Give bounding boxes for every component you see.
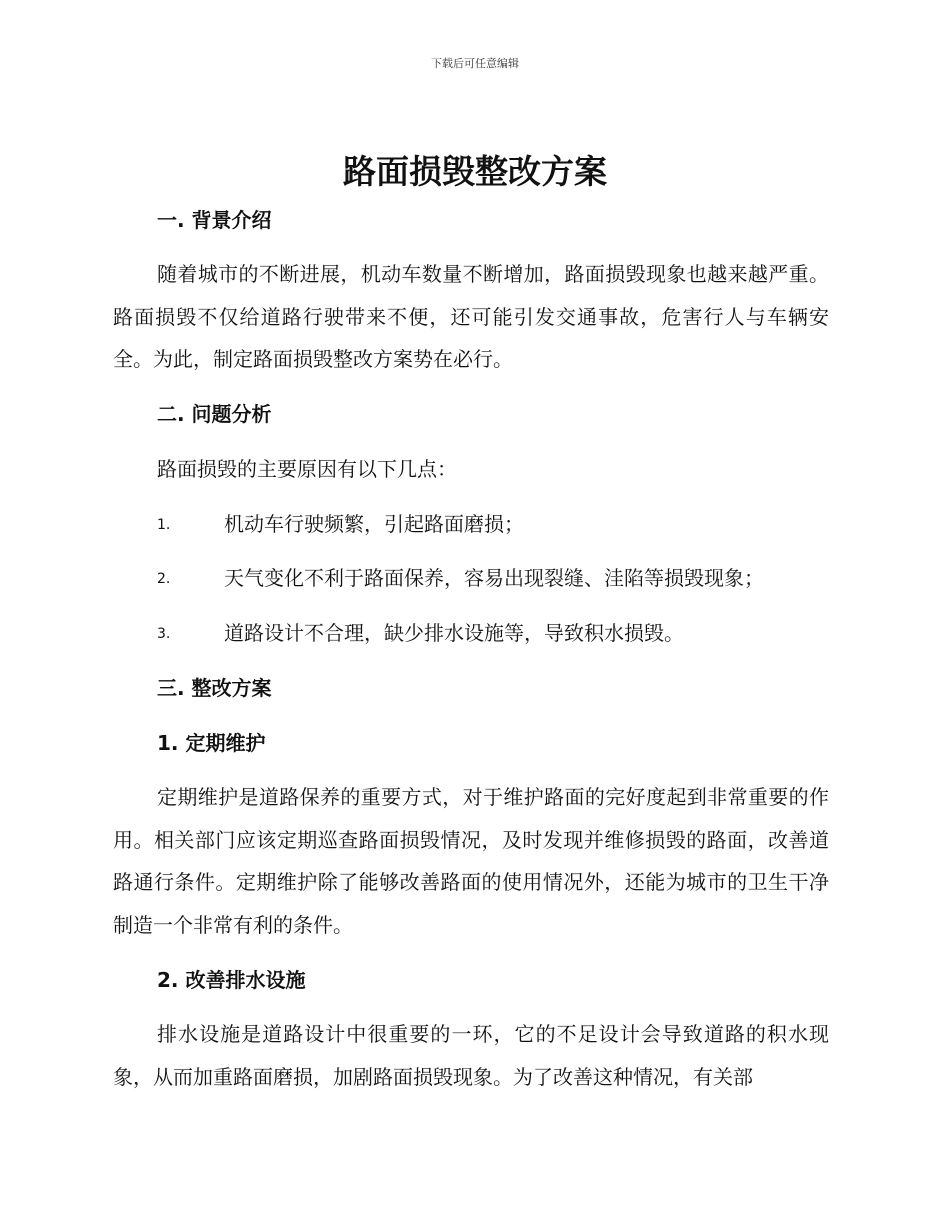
list-item-text: 道路设计不合理，缺少排水设施等，导致积水损毁。 xyxy=(224,621,684,645)
list-item xyxy=(157,619,837,647)
background-paragraph: 随着城市的不断进展，机动车数量不断增加，路面损毁现象也越来越严重。路面损毁不仅给道路行驶带来不便，还可能引发交通事故，危害行人与车辆安全。为此，制定路面损毁整改方案势在必行。 xyxy=(113,262,829,371)
analysis-intro: 路面损毁的主要原因有以下几点： xyxy=(157,457,457,481)
list-item xyxy=(157,510,837,538)
list-item xyxy=(157,564,837,592)
document-title: 路面损毁整改方案 xyxy=(343,152,607,191)
drainage-paragraph: 排水设施是道路设计中很重要的一环，它的不足设计会导致道路的积水现象，从而加重路面磨损，加剧路面损毁现象。为了改善这种情况，有关部 xyxy=(113,1022,829,1089)
list-item-text: 天气变化不利于路面保养，容易出现裂缝、洼陷等损毁现象； xyxy=(224,566,764,590)
list-item-number: 1. xyxy=(157,517,171,533)
section-heading-background: 一. 背景介绍 xyxy=(157,208,272,232)
list-item-text: 机动车行驶频繁，引起路面磨损； xyxy=(224,512,524,536)
subsection-heading-maintenance: 1. 定期维护 xyxy=(157,731,266,755)
subsection-heading-drainage: 2. 改善排水设施 xyxy=(157,968,306,992)
section-heading-plan: 三. 整改方案 xyxy=(157,676,272,700)
maintenance-paragraph: 定期维护是道路保养的重要方式，对于维护路面的完好度起到非常重要的作用。相关部门应该定期巡查路面损毁情况，及时发现并维修损毁的路面，改善道路通行条件。定期维护除了能够改善路面的使用情况外，还能为城市的卫生干净制造一个非常有利的条件。 xyxy=(113,785,829,937)
header-note: 下载后可任意编辑 xyxy=(431,57,519,70)
list-item-number: 2. xyxy=(157,571,171,587)
list-item-number: 3. xyxy=(157,626,171,642)
section-heading-analysis: 二. 问题分析 xyxy=(157,402,272,426)
